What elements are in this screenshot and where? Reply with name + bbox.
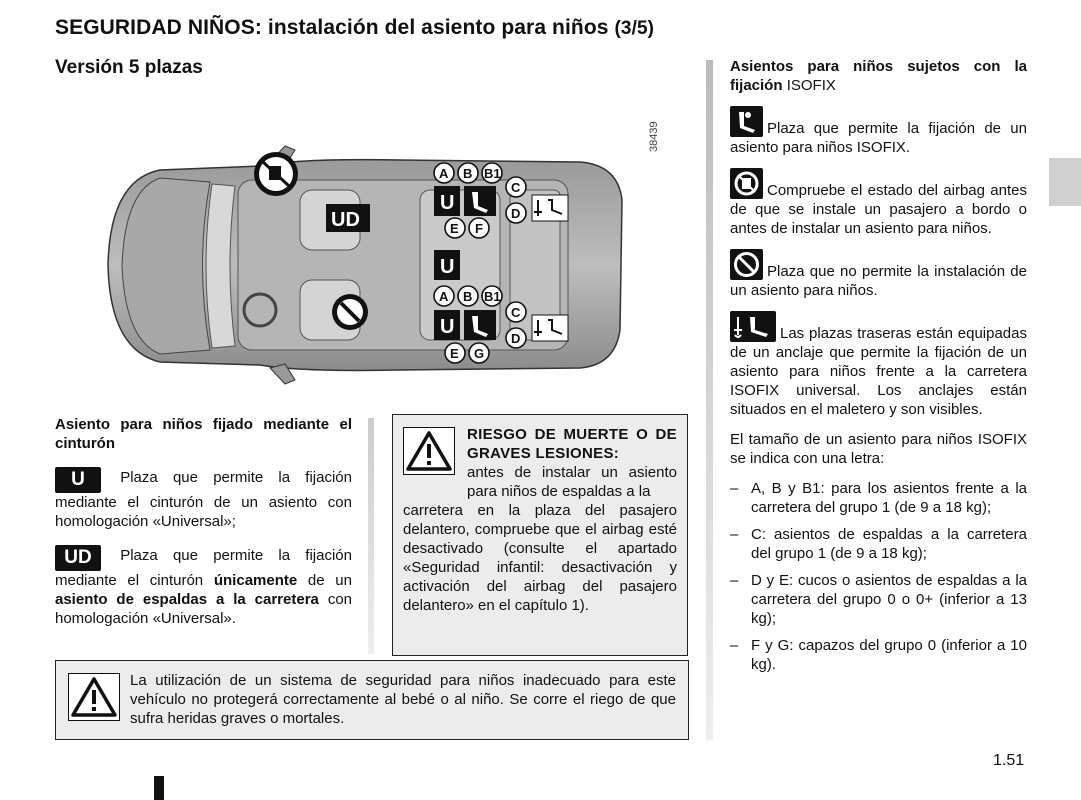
airbag-check-icon — [730, 168, 763, 199]
u-text: Plaza que permite la fijación mediante el cinturón de un asiento con homologación «Universal»; — [55, 469, 352, 530]
svg-text:G: G — [474, 346, 485, 361]
svg-text:U: U — [440, 192, 455, 214]
crop-mark — [154, 776, 164, 800]
ud-badge-text: UD — [331, 209, 360, 231]
isofix-section — [730, 57, 1027, 682]
ud-badge: UD — [55, 545, 101, 571]
isofix-item: Compruebe el estado del airbag antes de que se instale un pasajero a bordo o antes de instalar un asiento para niños. — [730, 168, 1027, 238]
u-badge: U — [55, 467, 101, 493]
no-seat-badge — [332, 294, 368, 330]
page-title-main: SEGURIDAD NIÑOS: instalación del asiento para niños — [55, 16, 609, 39]
svg-text:B1: B1 — [484, 289, 501, 304]
list-item: – C: asientos de espaldas a la carretera del grupo 1 (de 9 a 18 kg); — [730, 526, 1027, 562]
airbag-warning-badge — [254, 152, 298, 196]
svg-text:C: C — [511, 305, 521, 320]
middle-u-badge-text: U — [440, 256, 455, 278]
svg-text:F: F — [475, 221, 483, 236]
list-item: – D y E: cucos o asientos de espaldas a la carretera del grupo 0 o 0+ (inferior a 13 kg); — [730, 572, 1027, 627]
warning-triangle-icon — [68, 673, 120, 721]
bottom-warning-box — [55, 660, 689, 740]
svg-text:A: A — [439, 166, 449, 181]
anchor-seat-icon — [730, 311, 776, 342]
page-number: 1.51 — [993, 752, 1025, 769]
ud-description — [55, 545, 352, 628]
bottom-warning-text: La utilización de un sistema de seguridad para niños inadecuado para este vehículo no protegerá correctamente al bebé o al niño. Se corre el riego de que sufra heridas graves o mortales. — [130, 672, 676, 727]
svg-text:B1: B1 — [484, 166, 501, 181]
list-item: – A, B y B1: para los asientos frente a la carretera del grupo 1 (de 9 a 18 kg); — [730, 480, 1027, 516]
isofix-item: Plaza que permite la fijación de un asiento para niños ISOFIX. — [730, 106, 1027, 157]
svg-text:D: D — [511, 206, 521, 221]
column-divider-left — [368, 418, 374, 654]
u-description — [55, 467, 352, 531]
danger-body: carretera en la plaza del pasajero delantero, compruebe que el airbag esté desactivado (consulte el apartado «Seguridad infantil: desactivación y activación del airbag del pasajero delantero» en el capítulo 1). — [403, 502, 677, 614]
page-title-part: (3/5) — [614, 18, 655, 39]
svg-text:E: E — [450, 221, 459, 236]
column-divider-right — [706, 60, 713, 740]
ud-text-1: Plaza que permite la fijación mediante el cinturón — [55, 547, 352, 589]
ud-text-bold-1: únicamente — [213, 572, 298, 589]
car-hood — [122, 178, 210, 354]
isofix-seat-icon — [730, 106, 763, 137]
section-subtitle: Versión 5 plazas — [55, 57, 203, 78]
isofix-size-list — [730, 479, 1027, 674]
ud-text-2: de un — [307, 572, 352, 589]
chapter-tab — [1049, 158, 1081, 206]
isofix-size-intro: El tamaño de un asiento para niños ISOFIX se indica con una letra: — [730, 431, 1027, 467]
figure-number: 38439 — [648, 121, 660, 152]
list-item: – F y G: capazos del grupo 0 (inferior a 10 kg). — [730, 637, 1027, 673]
belt-seat-heading: Asiento para niños fijado mediante el cinturón — [55, 416, 352, 452]
svg-text:D: D — [511, 331, 521, 346]
danger-heading: RIESGO DE MUERTE O DE GRAVES LESIONES: — [467, 426, 677, 462]
svg-text:C: C — [511, 180, 521, 195]
no-seat-icon — [730, 249, 763, 280]
belt-seat-section — [55, 415, 352, 642]
svg-text:U: U — [440, 316, 455, 338]
danger-warning-box — [392, 414, 688, 656]
svg-text:A: A — [439, 289, 449, 304]
car-top-view-diagram — [100, 140, 630, 390]
svg-text:E: E — [450, 346, 459, 361]
isofix-item: Las plazas traseras están equipadas de un anclaje que permite la fijación de un asiento para niños frente a la carretera ISOFIX universal. Los anclajes están situados en el maletero y son visibles. — [730, 311, 1027, 419]
danger-subtext: antes de instalar un asiento para niños de espaldas a la — [467, 464, 677, 500]
ud-text-bold-2: asiento de espaldas a la carretera — [55, 591, 319, 608]
svg-text:B: B — [463, 289, 473, 304]
svg-text:B: B — [463, 166, 473, 181]
isofix-heading: Asientos para niños sujetos con la fijación ISOFIX — [730, 58, 1027, 94]
ud-text-3: con homologación «Universal». — [55, 591, 352, 627]
page-title — [55, 16, 654, 40]
isofix-item: Plaza que no permite la instalación de un asiento para niños. — [730, 249, 1027, 300]
